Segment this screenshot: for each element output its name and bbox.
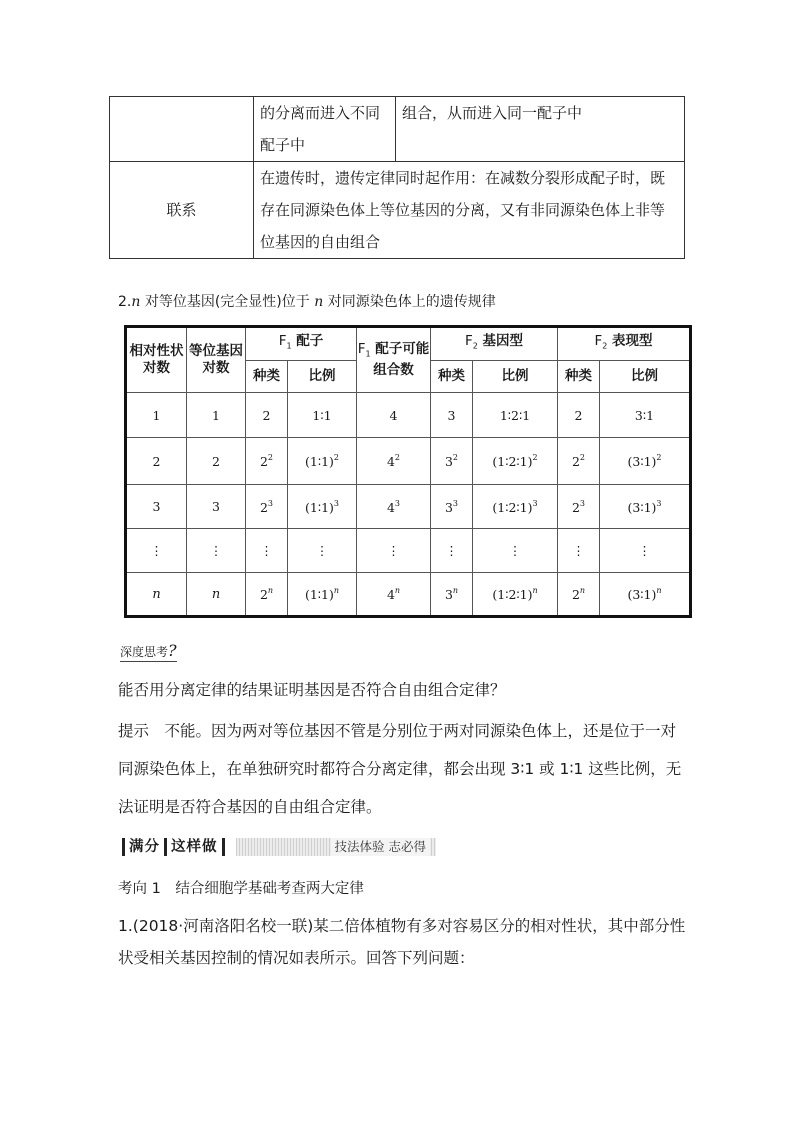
think-answer: 提示 不能。因为两对等位基因不管是分别位于两对同源染色体上，还是位于一对同源染色体上，在单独研究时都符合分离定律，都会出现 3∶1 或 1∶1 这些比例，无法证明是否符合基因的自由组合定律。: [118, 722, 682, 816]
section-banner: [118, 836, 436, 858]
table-row: [126, 393, 691, 438]
table-cell: $4^2$: [357, 438, 431, 485]
table-row: [126, 529, 691, 573]
empty-label-cell: [110, 97, 254, 162]
section-heading: [118, 291, 496, 311]
table-cell: 3$^n$: [431, 573, 473, 617]
comparison-table: [109, 96, 685, 259]
table-cell: 的分离而进入不同配子中: [254, 97, 396, 162]
table-cell: (1∶1)$^3$: [288, 485, 357, 529]
table-cell: $3^2$: [431, 438, 473, 485]
table-cell: 在遗传时，遗传定律同时起作用：在减数分裂形成配子时，既存在同源染色体上等位基因的分离，又有非同源染色体上非等位基因的自由组合: [254, 162, 685, 259]
question-1: 1.(2018·河南洛阳名校一联)某二倍体植物有多对容易区分的相对性状，其中部分性状受相关基因控制的情况如表所示。回答下列问题：: [118, 917, 686, 967]
header-kinds: 种类: [246, 361, 288, 393]
header-alleles: 等位基因对数: [187, 327, 246, 393]
table-cell: (3∶1)$^n$: [600, 573, 691, 617]
deep-thinking-label: 深度思考?: [120, 641, 177, 660]
table-row: [126, 485, 691, 529]
table-cell: 1: [126, 393, 187, 438]
ellipsis-cell: ⋮: [600, 529, 691, 573]
table-cell: 2: [558, 393, 600, 438]
table-cell: 1: [187, 393, 246, 438]
think-question: 能否用分离定律的结果证明基因是否符合自由组合定律？: [118, 681, 506, 699]
header-pairs: 相对性状对数: [126, 327, 187, 393]
exam-direction-heading: 考向 1 结合细胞学基础考查两大定律: [118, 881, 364, 897]
table-cell: n: [187, 573, 246, 617]
banner-tag: 技法体验 志必得: [331, 838, 430, 856]
table-cell: 2$^n$: [558, 573, 600, 617]
table-row: [126, 438, 691, 485]
header-f2-genotype: $F_2$ 基因型: [431, 327, 558, 361]
heading-var: n: [131, 294, 141, 310]
table-cell: (1∶2∶1)$^2$: [473, 438, 558, 485]
ellipsis-cell: ⋮: [288, 529, 357, 573]
table-header-row: [126, 327, 691, 361]
table-cell: 2$^n$: [246, 573, 288, 617]
ellipsis-cell: ⋮: [473, 529, 558, 573]
header-f2-phenotype: $F_2$ 表现型: [558, 327, 691, 361]
table-cell: (1∶2∶1)$^n$: [473, 573, 558, 617]
ellipsis-cell: ⋮: [126, 529, 187, 573]
table-cell: $2^2$: [246, 438, 288, 485]
header-kinds: 种类: [558, 361, 600, 393]
table-cell: $3^3$: [431, 485, 473, 529]
table-cell: 3: [431, 393, 473, 438]
table-row: [110, 97, 685, 162]
table-cell: (1∶2∶1)$^3$: [473, 485, 558, 529]
ellipsis-cell: ⋮: [246, 529, 288, 573]
table-cell: 4$^n$: [357, 573, 431, 617]
heading-middle: 对等位基因(完全显性)位于: [140, 294, 315, 310]
ellipsis-cell: ⋮: [431, 529, 473, 573]
header-ratio: 比例: [600, 361, 691, 393]
banner-title: 满分 这样做: [118, 836, 229, 858]
table-cell: 组合，从而进入同一配子中: [396, 97, 685, 162]
ellipsis-cell: ⋮: [558, 529, 600, 573]
table-cell: 1∶1: [288, 393, 357, 438]
table-cell: 2: [187, 438, 246, 485]
table-cell: 3∶1: [600, 393, 691, 438]
ellipsis-cell: ⋮: [187, 529, 246, 573]
header-f1-gametes: $F_1$ 配子: [246, 327, 357, 361]
table-cell: (3∶1)$^3$: [600, 485, 691, 529]
row-label: 联系: [110, 162, 254, 259]
header-kinds: 种类: [431, 361, 473, 393]
header-ratio: 比例: [288, 361, 357, 393]
question-mark-icon: ?: [168, 641, 177, 660]
table-row: [126, 573, 691, 617]
table-cell: (1∶1)$^n$: [288, 573, 357, 617]
inheritance-table: [124, 325, 692, 618]
table-cell: (3∶1)$^2$: [600, 438, 691, 485]
banner-bar: [236, 838, 436, 856]
table-cell: 1∶2∶1: [473, 393, 558, 438]
table-cell: 3: [187, 485, 246, 529]
table-cell: 4: [357, 393, 431, 438]
table-cell: $2^3$: [558, 485, 600, 529]
table-cell: n: [126, 573, 187, 617]
table-cell: $2^2$: [558, 438, 600, 485]
header-f1-combos: $F_1$ 配子可能组合数: [357, 327, 431, 393]
table-cell: 2: [126, 438, 187, 485]
table-cell: (1∶1)$^2$: [288, 438, 357, 485]
header-ratio: 比例: [473, 361, 558, 393]
table-row: [110, 162, 685, 259]
heading-suffix: 对同源染色体上的遗传规律: [323, 294, 496, 310]
table-cell: $2^3$: [246, 485, 288, 529]
table-cell: $4^3$: [357, 485, 431, 529]
ellipsis-cell: ⋮: [357, 529, 431, 573]
heading-prefix: 2.: [118, 294, 132, 310]
heading-var: n: [314, 294, 324, 310]
table-cell: 2: [246, 393, 288, 438]
table-cell: 3: [126, 485, 187, 529]
